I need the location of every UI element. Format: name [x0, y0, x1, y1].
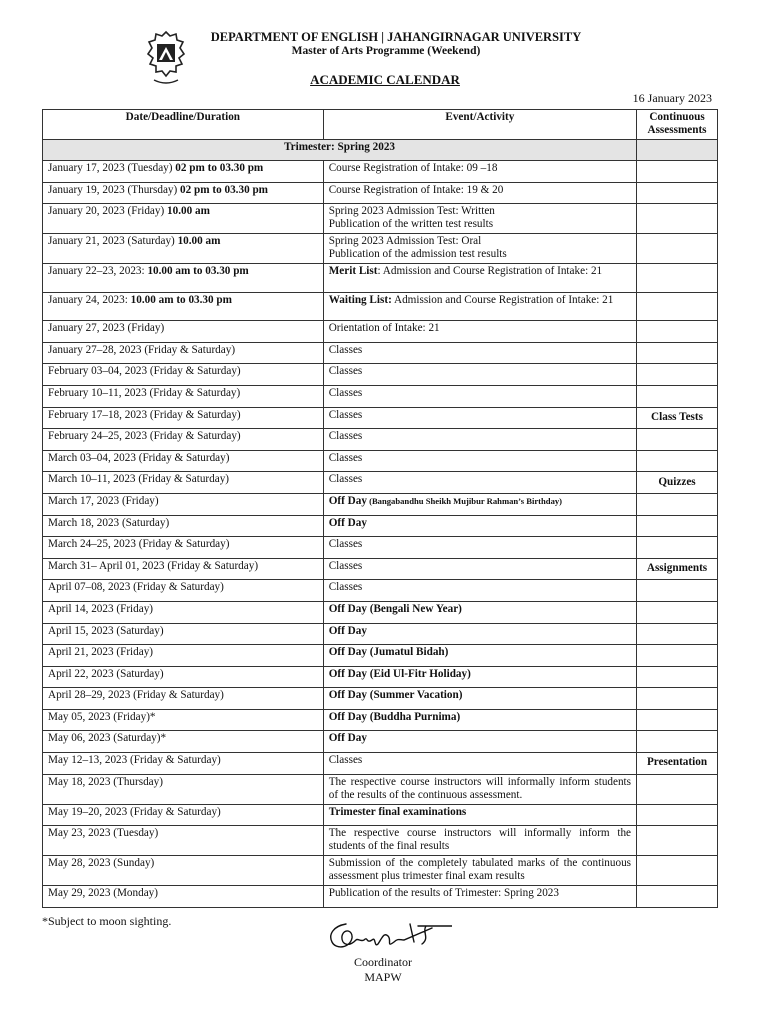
event-text: Classes	[328, 473, 363, 486]
date-text: January 21, 2023 (Saturday)	[48, 235, 178, 248]
event-bold-text: Off Day (Bengali New Year)	[328, 602, 462, 615]
date-cell	[43, 385, 324, 407]
event-cell	[323, 688, 636, 710]
event-text: Orientation of Intake: 21	[328, 322, 440, 335]
event-text: The respective course instructors will informally inform the students of the final results	[328, 827, 632, 853]
column-header-event: Event/Activity	[323, 110, 636, 140]
event-note-text: (Bangabandhu Sheikh Mujibur Rahman’s Birthday)	[366, 495, 563, 506]
event-text: The respective course instructors will informally inform students of the results of the continuous assessment.	[328, 775, 632, 801]
signer-org: MAPW	[364, 970, 402, 984]
table-row	[43, 234, 718, 264]
event-bold-text: Trimester final examinations	[328, 805, 467, 818]
date-cell	[43, 493, 324, 515]
date-cell	[43, 537, 324, 559]
column-header-assessments: Continuous Assessments	[637, 110, 718, 140]
event-cell	[323, 623, 636, 645]
table-row	[43, 753, 718, 775]
event-text: Classes	[328, 559, 363, 572]
event-cell	[323, 429, 636, 451]
footnote: *Subject to moon sighting.	[42, 914, 172, 928]
date-text: January 19, 2023 (Thursday)	[48, 183, 181, 196]
event-cell	[323, 731, 636, 753]
date-cell	[43, 753, 324, 775]
date-cell	[43, 234, 324, 264]
assessment-cell	[637, 429, 718, 451]
table-row	[43, 856, 718, 886]
table-row	[43, 385, 718, 407]
event-bold-text: Off Day	[328, 624, 367, 637]
date-text: March 17, 2023 (Friday)	[48, 494, 159, 507]
date-cell	[43, 515, 324, 537]
date-cell	[43, 688, 324, 710]
event-text: Classes	[328, 386, 363, 399]
section-heading-blank	[637, 140, 718, 161]
date-text: March 03–04, 2023 (Friday & Saturday)	[48, 451, 230, 464]
table-row	[43, 709, 718, 731]
date-text: May 28, 2023 (Sunday)	[48, 857, 155, 870]
table-row	[43, 537, 718, 559]
date-cell	[43, 731, 324, 753]
table-row	[43, 558, 718, 580]
document-date: 16 January 2023	[632, 91, 712, 105]
assessment-cell: Assignments	[637, 558, 718, 580]
table-row	[43, 407, 718, 429]
table-row	[43, 429, 718, 451]
event-cell	[323, 321, 636, 343]
date-cell	[43, 623, 324, 645]
date-text: March 24–25, 2023 (Friday & Saturday)	[48, 538, 230, 551]
date-text: April 28–29, 2023 (Friday & Saturday)	[48, 689, 224, 702]
event-text: Spring 2023 Admission Test: Written	[328, 205, 495, 218]
event-cell	[323, 385, 636, 407]
table-row	[43, 472, 718, 494]
date-text: May 12–13, 2023 (Friday & Saturday)	[48, 754, 221, 767]
date-cell	[43, 558, 324, 580]
assessment-cell	[637, 264, 718, 293]
event-text: Classes	[328, 343, 363, 356]
event-text: Course Registration of Intake: 09 –18	[328, 162, 498, 174]
assessment-cell	[637, 709, 718, 731]
event-cell	[323, 161, 636, 183]
date-cell	[43, 182, 324, 204]
date-text: February 24–25, 2023 (Friday & Saturday)	[48, 430, 241, 443]
assessment-cell: Quizzes	[637, 472, 718, 494]
event-cell	[323, 234, 636, 264]
table-row	[43, 450, 718, 472]
table-row	[43, 493, 718, 515]
event-text: Classes	[328, 451, 363, 464]
programme-heading: Master of Arts Programme (Weekend)	[291, 45, 481, 57]
assessment-cell	[637, 161, 718, 183]
date-text: January 27, 2023 (Friday)	[48, 322, 165, 335]
assessment-cell: Class Tests	[637, 407, 718, 429]
time-text: 02 pm to 03.30 pm	[180, 183, 268, 196]
table-row	[43, 804, 718, 826]
event-cell	[323, 558, 636, 580]
column-header-date: Date/Deadline/Duration	[43, 110, 324, 140]
event-text: Admission and Course Registration of Intake: 21	[391, 293, 614, 306]
assessment-cell	[637, 342, 718, 364]
date-cell	[43, 856, 324, 886]
assessment-cell	[637, 731, 718, 753]
date-text: April 14, 2023 (Friday)	[48, 602, 154, 615]
event-text: Classes	[328, 581, 363, 594]
time-text: 10.00 am	[167, 205, 210, 218]
event-bold-text: Off Day (Summer Vacation)	[328, 689, 463, 702]
date-cell	[43, 774, 324, 804]
event-cell	[323, 804, 636, 826]
assessment-cell	[637, 856, 718, 886]
event-cell	[323, 753, 636, 775]
assessment-cell	[637, 804, 718, 826]
date-text: February 17–18, 2023 (Friday & Saturday)	[48, 408, 241, 421]
table-row	[43, 515, 718, 537]
event-bold-text: Off Day (Eid Ul-Fitr Holiday)	[328, 667, 471, 680]
date-text: January 27–28, 2023 (Friday & Saturday)	[48, 343, 236, 356]
date-text: March 18, 2023 (Saturday)	[48, 516, 170, 529]
event-cell	[323, 204, 636, 234]
date-cell	[43, 407, 324, 429]
event-text: : Admission and Course Registration of Intake: 21	[377, 265, 603, 278]
table-row	[43, 623, 718, 645]
event-cell	[323, 472, 636, 494]
assessment-cell	[637, 515, 718, 537]
date-cell	[43, 321, 324, 343]
event-cell	[323, 580, 636, 602]
event-cell	[323, 407, 636, 429]
assessment-cell	[637, 385, 718, 407]
date-cell	[43, 666, 324, 688]
date-cell	[43, 472, 324, 494]
date-text: January 17, 2023 (Tuesday)	[48, 162, 176, 174]
time-text: 02 pm to 03.30 pm	[175, 162, 264, 174]
event-text: Classes	[328, 538, 363, 551]
event-bold-text: Waiting List:	[328, 293, 392, 306]
assessment-cell: Presentation	[637, 753, 718, 775]
table-row	[43, 364, 718, 386]
time-text: 10.00 am	[177, 235, 221, 248]
table-row	[43, 886, 718, 908]
event-text-line2: Publication of the admission test results	[328, 248, 507, 261]
table-row	[43, 342, 718, 364]
table-row	[43, 688, 718, 710]
assessment-cell	[637, 182, 718, 204]
event-text: Spring 2023 Admission Test: Oral	[328, 235, 482, 248]
date-text: May 05, 2023 (Friday)*	[48, 710, 156, 723]
page-title: ACADEMIC CALENDAR	[310, 72, 460, 87]
assessment-cell	[637, 537, 718, 559]
table-row	[43, 321, 718, 343]
event-text: Classes	[328, 430, 363, 443]
event-text: Classes	[328, 408, 363, 421]
event-text: Course Registration of Intake: 19 & 20	[328, 183, 504, 196]
event-cell	[323, 886, 636, 908]
table-row	[43, 580, 718, 602]
date-cell	[43, 886, 324, 908]
assessment-cell	[637, 450, 718, 472]
assessment-cell	[637, 601, 718, 623]
event-cell	[323, 342, 636, 364]
event-text-line2: Publication of the written test results	[328, 218, 494, 231]
event-cell	[323, 709, 636, 731]
section-heading: Trimester: Spring 2023	[43, 140, 637, 161]
event-bold-text: Off Day	[328, 494, 367, 507]
table-row	[43, 826, 718, 856]
date-cell	[43, 161, 324, 183]
event-cell	[323, 364, 636, 386]
event-text: Classes	[328, 365, 363, 378]
date-cell	[43, 580, 324, 602]
date-text: April 21, 2023 (Friday)	[48, 646, 154, 659]
date-cell	[43, 804, 324, 826]
event-bold-text: Merit List	[328, 265, 378, 278]
assessment-cell	[637, 321, 718, 343]
assessment-cell	[637, 204, 718, 234]
date-text: April 15, 2023 (Saturday)	[48, 624, 164, 637]
event-cell	[323, 774, 636, 804]
event-cell	[323, 666, 636, 688]
event-text: Submission of the completely tabulated marks of the continuous assessment plus trimester final exam results	[328, 857, 632, 883]
event-bold-text: Off Day	[328, 516, 367, 529]
date-text: May 19–20, 2023 (Friday & Saturday)	[48, 805, 221, 818]
calendar-table	[42, 109, 718, 908]
date-cell	[43, 342, 324, 364]
table-row	[43, 182, 718, 204]
event-cell	[323, 515, 636, 537]
table-row	[43, 292, 718, 321]
event-cell	[323, 264, 636, 293]
date-text: March 31– April 01, 2023 (Friday & Saturday)	[48, 559, 259, 572]
signer-title: Coordinator	[354, 955, 412, 969]
time-text: 10.00 am to 03.30 pm	[147, 265, 249, 278]
table-row	[43, 204, 718, 234]
signature-block	[333, 955, 433, 985]
date-text: April 07–08, 2023 (Friday & Saturday)	[48, 581, 224, 594]
date-cell	[43, 450, 324, 472]
date-cell	[43, 364, 324, 386]
table-row	[43, 161, 718, 183]
assessment-cell	[637, 826, 718, 856]
assessment-cell	[637, 645, 718, 667]
date-text: May 18, 2023 (Thursday)	[48, 775, 163, 788]
event-cell	[323, 601, 636, 623]
date-cell	[43, 645, 324, 667]
date-text: February 03–04, 2023 (Friday & Saturday)	[48, 365, 241, 378]
event-cell	[323, 645, 636, 667]
event-cell	[323, 450, 636, 472]
event-cell	[323, 826, 636, 856]
event-bold-text: Off Day (Jumatul Bidah)	[328, 646, 449, 659]
date-text: March 10–11, 2023 (Friday & Saturday)	[48, 473, 230, 486]
date-text: January 24, 2023:	[48, 293, 131, 306]
assessment-cell	[637, 493, 718, 515]
assessment-cell	[637, 234, 718, 264]
event-text: Classes	[328, 754, 363, 767]
coordinator-signature	[322, 918, 452, 956]
date-text: May 23, 2023 (Tuesday)	[48, 827, 159, 840]
date-cell	[43, 429, 324, 451]
assessment-cell	[637, 364, 718, 386]
event-bold-text: Off Day	[328, 732, 367, 745]
event-cell	[323, 856, 636, 886]
event-cell	[323, 182, 636, 204]
date-cell	[43, 709, 324, 731]
event-cell	[323, 493, 636, 515]
event-bold-text: Off Day (Buddha Purnima)	[328, 710, 461, 723]
assessment-cell	[637, 292, 718, 321]
date-cell	[43, 264, 324, 293]
date-cell	[43, 292, 324, 321]
date-text: April 22, 2023 (Saturday)	[48, 667, 164, 680]
date-text: May 06, 2023 (Saturday)*	[48, 732, 167, 745]
event-text: Publication of the results of Trimester: Spring 2023	[328, 887, 559, 900]
event-cell	[323, 292, 636, 321]
date-cell	[43, 601, 324, 623]
date-cell	[43, 204, 324, 234]
date-text: February 10–11, 2023 (Friday & Saturday)	[48, 386, 241, 399]
table-row	[43, 645, 718, 667]
table-row	[43, 666, 718, 688]
date-cell	[43, 826, 324, 856]
time-text: 10.00 am to 03.30 pm	[130, 293, 232, 306]
table-row	[43, 264, 718, 293]
assessment-cell	[637, 623, 718, 645]
assessment-cell	[637, 666, 718, 688]
assessment-cell	[637, 688, 718, 710]
date-text: May 29, 2023 (Monday)	[48, 887, 158, 900]
event-cell	[323, 537, 636, 559]
assessment-cell	[637, 774, 718, 804]
assessment-cell	[637, 580, 718, 602]
table-row	[43, 731, 718, 753]
table-row	[43, 774, 718, 804]
date-text: January 22–23, 2023:	[48, 265, 148, 278]
assessment-cell	[637, 886, 718, 908]
date-text: January 20, 2023 (Friday)	[48, 205, 167, 218]
department-heading: DEPARTMENT OF ENGLISH | JAHANGIRNAGAR UNIVERSITY	[210, 30, 582, 44]
table-row	[43, 601, 718, 623]
